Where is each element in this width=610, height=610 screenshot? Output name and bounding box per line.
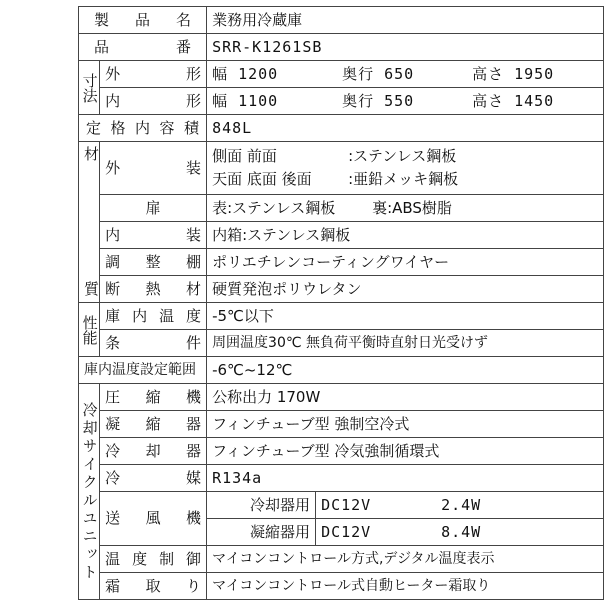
outer-depth: 奥行 650 [342,64,415,83]
label-char: 装 [186,225,202,244]
label-char: 度 [186,306,202,325]
label-char: 冷 [105,468,121,487]
label-char: 形 [186,64,202,83]
condenser-value: フィンチューブ型 強制空冷式 [207,411,604,438]
label-char: 内 [105,225,121,244]
fan-condenser-spec [316,519,604,546]
row-exterior [79,142,604,195]
row-insulation [79,276,604,303]
label-char: 形 [186,91,202,110]
compressor-value: 公称出力 170W [207,384,604,411]
label-char: 媒 [186,468,202,487]
model-value: SRR-K1261SB [207,34,604,61]
label-char: 品 [135,10,151,29]
label-char: 整 [145,252,161,271]
performance-group-label: 性能 [79,303,100,357]
fan-cooler-voltage: DC12V [321,495,372,514]
outer-value [207,61,604,88]
row-model [79,34,604,61]
label-char: 風 [145,509,161,527]
row-cooler [79,438,604,465]
fan-condenser-voltage: DC12V [321,522,372,541]
label-char: 器 [186,441,202,460]
row-fan-cooler [79,492,604,519]
outer-width: 幅 1200 [212,64,279,83]
label-char: 番 [176,37,192,56]
label-char: 材 [186,279,202,298]
label-char: 格 [110,118,126,137]
product-name-value: 業務用冷蔵庫 [207,7,604,34]
outer-height: 高さ 1950 [472,64,555,83]
label-char: 庫 [105,306,121,325]
inner-label [100,88,207,115]
exterior-line2-parts: 天面 底面 後面 [212,170,312,188]
label-char: 制 [159,549,175,568]
refrigerant-label [100,465,207,492]
label-char: 凝 [105,414,121,433]
door-label: 扉 [100,195,207,222]
label-char: 却 [145,441,161,460]
label-char: 製 [94,10,110,29]
fan-condenser-name: 凝縮器用 [207,519,316,546]
label-char: 取 [145,576,161,595]
dimensions-group-label: 寸法 [79,61,100,115]
label-char: 圧 [105,387,121,406]
cooler-value: フィンチューブ型 冷気強制循環式 [207,438,604,465]
fan-condenser-watt: 8.4W [441,522,482,541]
label-char: 温 [159,306,175,325]
insulation-label [100,276,207,303]
compressor-label [100,384,207,411]
label-char: 定 [86,118,102,137]
shelf-label [100,249,207,276]
exterior-value [207,142,604,195]
label-char: 内 [135,118,151,137]
temp-control-label [100,546,207,573]
row-interior [79,222,604,249]
label-char: 熱 [145,279,161,298]
label-char: 積 [184,118,200,137]
label-char: 送 [105,509,121,527]
label-char: 外 [105,64,121,83]
shelf-value: ポリエチレンコーティングワイヤー [207,249,604,276]
spec-table [78,6,604,600]
label-char: 器 [186,414,202,433]
internal-temp-value: -5℃以下 [207,303,604,330]
row-refrigerant [79,465,604,492]
exterior-line1-material: :ステンレス鋼板 [348,147,457,165]
row-defrost [79,573,604,600]
row-compressor [79,384,604,411]
row-capacity [79,115,604,142]
condition-value: 周囲温度30℃ 無負荷平衡時直射日光受けず [207,330,604,357]
inner-height: 高さ 1450 [472,91,555,110]
row-condenser [79,411,604,438]
label-char: 調 [105,252,121,271]
material-group-bottom: 質 [84,280,100,298]
row-outer-dimensions [79,61,604,88]
fan-cooler-name: 冷却器用 [207,492,316,519]
door-value [207,195,604,222]
cooler-label [100,438,207,465]
label-char: 霜 [105,576,121,595]
fan-label [100,492,207,546]
row-door [79,195,604,222]
label-char: 条 [105,333,121,352]
interior-value: 内箱:ステンレス鋼板 [207,222,604,249]
defrost-label [100,573,207,600]
material-group-label [79,142,100,303]
label-char: 断 [105,279,121,298]
label-char: 度 [132,549,148,568]
condition-label [100,330,207,357]
label-char: 機 [186,509,202,527]
insulation-value: 硬質発泡ポリウレタン [207,276,604,303]
temp-control-value: マイコンコントロール方式,デジタル温度表示 [207,546,604,573]
label-char: 容 [159,118,175,137]
material-group-top: 材 [84,145,100,163]
internal-temp-label [100,303,207,330]
inner-value [207,88,604,115]
row-shelf [79,249,604,276]
label-char: 内 [132,306,148,325]
product-name-label [79,7,207,34]
inner-width: 幅 1100 [212,91,279,110]
label-char: 名 [176,10,192,29]
label-char: 御 [186,549,202,568]
row-condition [79,330,604,357]
refrigerant-value: R134a [207,465,604,492]
capacity-value: 848L [207,115,604,142]
row-product-name [79,7,604,34]
exterior-label [100,142,207,195]
interior-label [100,222,207,249]
defrost-value: マイコンコントロール式自動ヒーター霜取り [207,573,604,600]
door-front: 表:ステンレス鋼板 [212,198,336,217]
outer-label [100,61,207,88]
label-char: 温 [105,549,121,568]
exterior-line2-material: :亜鉛メッキ鋼板 [348,170,459,188]
label-char: 棚 [186,252,202,271]
label-char: 品 [94,37,110,56]
label-char: 件 [186,333,202,352]
row-setting-range [79,357,604,384]
exterior-line1-parts: 側面 前面 [212,147,277,165]
row-inner-dimensions [79,88,604,115]
setting-range-value: -6℃~12℃ [207,357,604,384]
label-char: 冷 [105,441,121,460]
label-char: 機 [186,387,202,406]
condenser-label [100,411,207,438]
fan-cooler-watt: 2.4W [441,495,482,514]
label-char: 内 [105,91,121,110]
label-char: 縮 [145,387,161,406]
row-temp-control [79,546,604,573]
label-char: り [186,576,202,595]
label-char: 装 [186,158,202,177]
door-back: 裏:ABS樹脂 [372,198,452,217]
capacity-label [79,115,207,142]
inner-depth: 奥行 550 [342,91,415,110]
fan-cooler-spec [316,492,604,519]
setting-range-label: 庫内温度設定範囲 [79,357,207,384]
label-char: 縮 [145,414,161,433]
model-label [79,34,207,61]
cooling-unit-group-label: 冷却サイクルユニット [79,384,100,600]
row-internal-temp [79,303,604,330]
label-char: 外 [105,158,121,177]
